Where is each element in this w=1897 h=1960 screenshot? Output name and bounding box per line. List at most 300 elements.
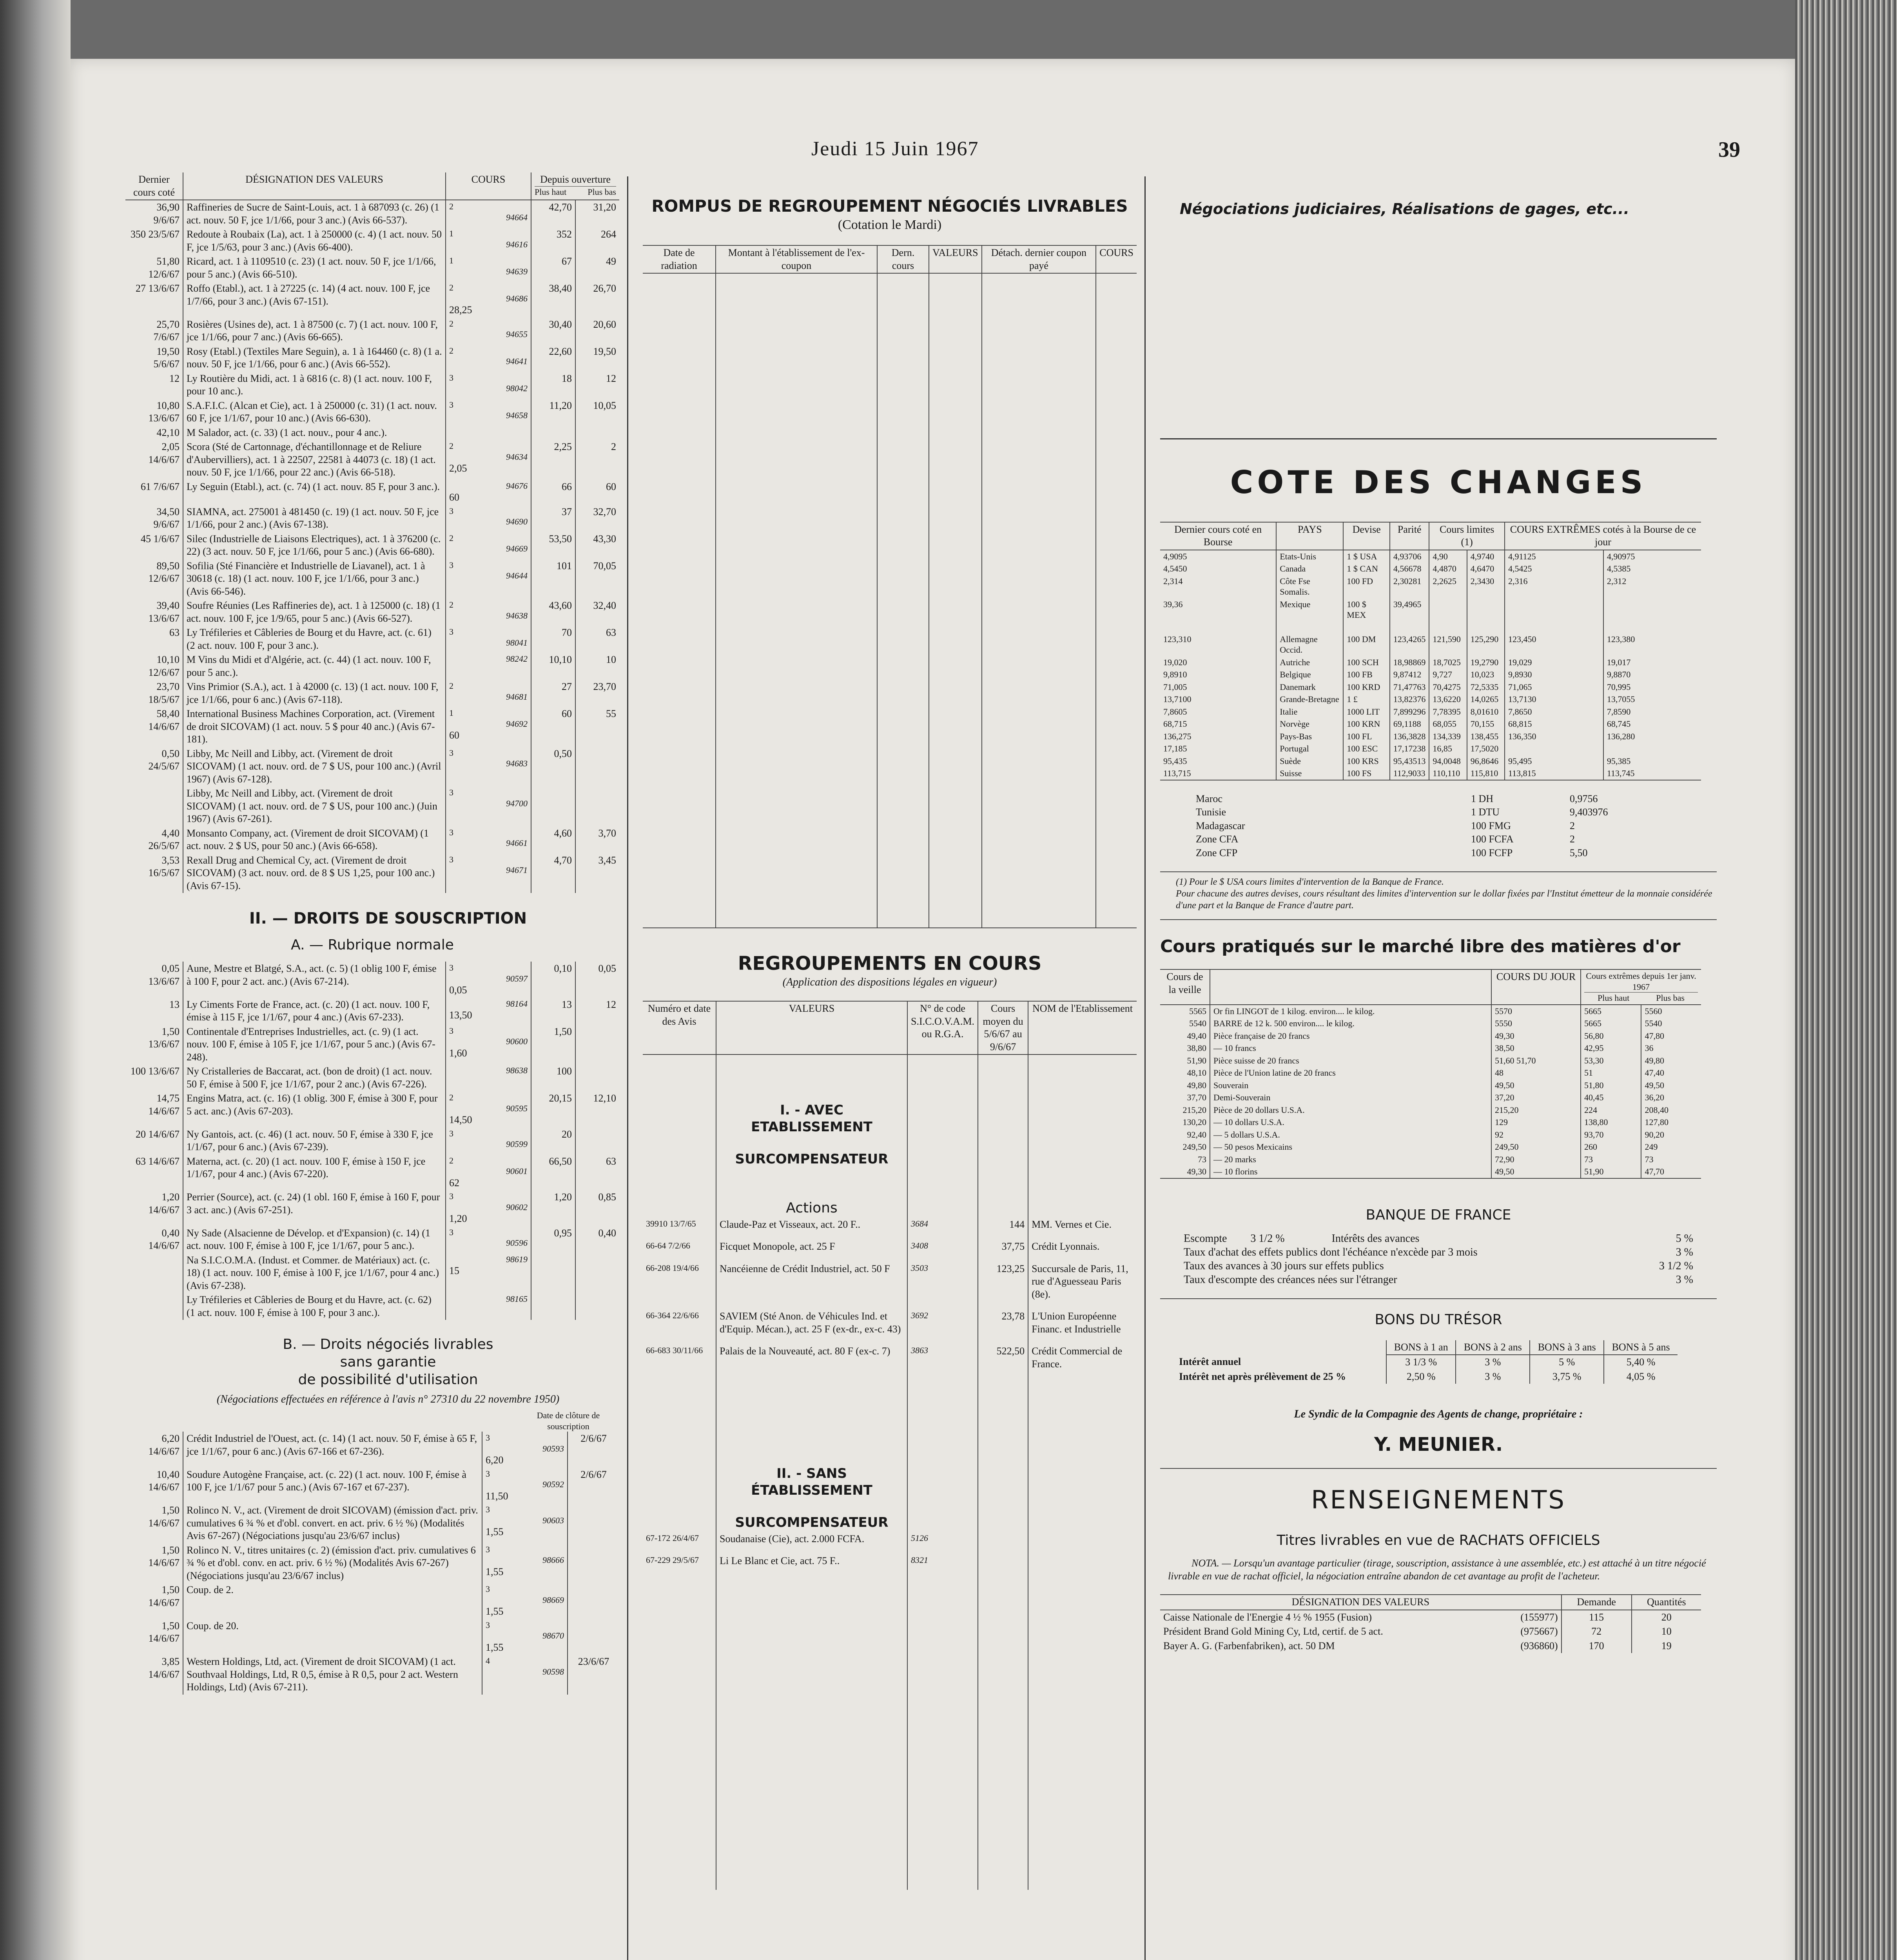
table-row [1176, 1355, 1678, 1370]
cours-code: 94692 [506, 719, 528, 729]
table-row [1160, 681, 1701, 693]
plus-haut: 4,70 [531, 853, 575, 893]
cours-cell [446, 853, 531, 893]
plus-bas [575, 1293, 619, 1320]
cours-a: 1 [449, 708, 453, 718]
changes-table [1160, 522, 1701, 780]
dernier-cours: 51,80 12/6/67 [148, 256, 180, 280]
cours-value: 1,60 [449, 1047, 467, 1059]
cours-value: 62 [449, 1177, 459, 1189]
cours-code: 90598 [542, 1666, 564, 1677]
table-row [1160, 1042, 1701, 1054]
changes-devise: 100 FB [1343, 668, 1389, 681]
table-row [125, 281, 619, 318]
banque-label: Taux des avances à 30 jours sur effets publics [1184, 1259, 1384, 1272]
plus-bas: 3,45 [575, 853, 619, 893]
other-pays: Zone CFA [1196, 833, 1239, 845]
avis: 66-208 19/4/66 [646, 1263, 699, 1273]
changes-parite: 112,9033 [1390, 767, 1429, 780]
cours-code: 94661 [506, 838, 528, 848]
or-label: — 20 marks [1210, 1153, 1491, 1166]
spacer-row [643, 1546, 1137, 1554]
plus-bas: 63 [575, 1154, 619, 1191]
cours-code: 98242 [506, 654, 528, 664]
changes-e1: 7,8650 [1505, 706, 1603, 718]
table-row [125, 345, 619, 372]
or-col-plus-bas: Plus bas [1656, 993, 1685, 1003]
or-col-extremes [1581, 969, 1701, 1005]
table-row [1160, 656, 1701, 669]
or-bas: 5560 [1641, 1005, 1701, 1018]
or-bas: 90,20 [1641, 1129, 1701, 1141]
cours-cell [446, 1226, 531, 1253]
cours-code: 90599 [506, 1139, 528, 1149]
or-haut: 53,30 [1581, 1054, 1641, 1067]
table-row [1160, 1624, 1701, 1639]
plus-haut: 1,20 [531, 1190, 575, 1226]
plus-bas [575, 1025, 619, 1065]
changes-e2: 113,745 [1603, 767, 1701, 780]
cours-cell [446, 1293, 531, 1320]
cours-value: 1,55 [485, 1606, 504, 1617]
changes-l1: 4,4870 [1429, 563, 1467, 575]
changes-col: Parité [1390, 522, 1429, 550]
table-row [1195, 792, 1666, 806]
cours-a: 3 [449, 854, 453, 864]
rens-demande: 72 [1561, 1624, 1632, 1639]
or-label: Or fin LINGOT de 1 kilog. environ.... le kilog. [1210, 1005, 1491, 1018]
changes-parite: 18,98869 [1390, 656, 1429, 669]
table-row [1160, 1610, 1701, 1625]
plus-bas: 32,70 [575, 505, 619, 532]
bons-value: 5 % [1530, 1355, 1604, 1370]
spacer-cell [978, 1232, 1028, 1240]
code: 8321 [907, 1554, 978, 1568]
cours-value: 6,20 [485, 1454, 504, 1466]
cours-cell [446, 707, 531, 747]
changes-devise: 1 £ [1343, 693, 1389, 706]
cours-cell [446, 1154, 531, 1191]
table-row [643, 1218, 1137, 1232]
bons-value: 3 % [1456, 1355, 1530, 1370]
rens-title: RENSEIGNEMENTS [1311, 1486, 1566, 1515]
dernier-cours: 20 14/6/67 [136, 1128, 180, 1140]
cours-cell [446, 1127, 531, 1154]
dernier-cours: 3,85 14/6/67 [148, 1656, 180, 1680]
table-row [1160, 668, 1701, 681]
changes-devise: 100 FD [1343, 575, 1389, 598]
changes-e2: 4,5385 [1603, 563, 1701, 575]
or-label: Pièce française de 20 francs [1210, 1030, 1491, 1042]
changes-l1 [1429, 598, 1467, 621]
banque-line-left [1184, 1273, 1397, 1287]
dernier-cours: 350 23/5/67 [131, 229, 180, 240]
spacer-cell [1028, 1371, 1137, 1379]
cours-cell [446, 1091, 531, 1127]
changes-l1: 134,339 [1429, 730, 1467, 743]
changes-parite: 71,47763 [1390, 681, 1429, 693]
plus-bas [575, 426, 619, 440]
changes-l1: 121,590 [1429, 633, 1467, 656]
or-veille: 130,20 [1182, 1117, 1206, 1127]
plus-haut: 66,50 [531, 1154, 575, 1191]
other-pays: Maroc [1196, 793, 1222, 804]
cours-a: 3 [485, 1433, 490, 1443]
bons-title: BONS DU TRÉSOR [1375, 1311, 1502, 1328]
changes-parite: 7,899296 [1390, 706, 1429, 718]
plus-bas: 12 [575, 372, 619, 399]
changes-pays: Portugal [1276, 742, 1343, 755]
bons-value: 3 1/3 % [1386, 1355, 1456, 1370]
valeur: Nancéienne de Crédit Industriel, act. 50 F [716, 1262, 907, 1302]
changes-e1 [1505, 742, 1603, 755]
valeur-designation: Soudure Autogène Française, act. (c. 22) (1 act. nouv. 100 F, émise à 100 F, jce 1/1/67 pour 5 anc.) (Avis 67-167 et 67-237). [183, 1468, 482, 1504]
changes-e1: 68,815 [1505, 718, 1603, 730]
or-jour: 5570 [1491, 1005, 1581, 1018]
table-row [125, 653, 619, 680]
cours-code: 94669 [506, 544, 528, 554]
or-haut: 40,45 [1581, 1091, 1641, 1104]
plus-bas [575, 786, 619, 826]
plus-bas [575, 747, 619, 787]
bons-label: Intérêt net après prélèvement de 25 % [1179, 1370, 1346, 1382]
cours-a: 2 [449, 600, 453, 610]
or-bas: 47,80 [1641, 1030, 1701, 1042]
changes-dernier: 123,310 [1163, 634, 1192, 644]
avis: 39910 13/7/65 [646, 1218, 696, 1229]
changes-pays: Côte Fse Somalis. [1276, 575, 1343, 598]
or-haut: 5665 [1581, 1005, 1641, 1018]
banque-line [1184, 1245, 1693, 1259]
plus-haut: 0,95 [531, 1226, 575, 1253]
table-row [1160, 742, 1701, 755]
other-pays: Zone CFP [1196, 847, 1238, 858]
column-rule [1144, 176, 1146, 1960]
section-b-title-2: sans garantie [340, 1354, 436, 1370]
changes-dernier: 68,715 [1163, 719, 1187, 729]
cours-a: 3 [485, 1504, 490, 1514]
col-depuis-label: Depuis ouverture [540, 174, 611, 185]
changes-dernier: 95,435 [1163, 756, 1187, 766]
etablissement: MM. Vernes et Cie. [1028, 1218, 1137, 1232]
rens-designation [1160, 1610, 1561, 1625]
cours-cell [446, 345, 531, 372]
changes-devise: 100 $ MEX [1343, 598, 1389, 621]
spacer-cell [978, 1568, 1028, 1576]
banque-label: Taux d'escompte des créances nées sur l'étranger [1184, 1273, 1397, 1286]
col-plus-haut: Plus haut [535, 187, 567, 197]
rens-subtitle: Titres livrables en vue de RACHATS OFFICIELS [1277, 1532, 1600, 1548]
cours-code: 98042 [506, 383, 528, 393]
changes-dernier: 9,8910 [1163, 670, 1187, 679]
plus-bas: 70,05 [575, 559, 619, 599]
valeur-designation: Ly Seguin (Etabl.), act. (c. 74) (1 act. nouv. 85 F, pour 3 anc.). [183, 480, 446, 505]
changes-dernier: 39,36 [1163, 599, 1183, 609]
cours-a: 2 [449, 318, 453, 328]
changes-devise: 100 KRS [1343, 755, 1389, 768]
table-row [1195, 846, 1666, 860]
valeur: Claude-Paz et Visseaux, act. 20 F.. [716, 1218, 907, 1232]
date-cloture: 23/6/67 [568, 1655, 619, 1695]
banque-line-left [1184, 1259, 1384, 1273]
code: 3684 [907, 1218, 978, 1232]
cours-a: 3 [485, 1468, 490, 1479]
table-row [125, 1468, 619, 1504]
or-veille: 51,90 [1187, 1055, 1206, 1065]
regroup-title: REGROUPEMENTS EN COURS [738, 953, 1042, 975]
spacer-row [643, 1371, 1137, 1379]
changes-e1: 13,7130 [1505, 693, 1603, 706]
spacer-cell [1028, 1568, 1137, 1576]
table-row [1160, 755, 1701, 768]
spacer-row [643, 1301, 1137, 1309]
dernier-cours: 10,10 12/6/67 [148, 654, 180, 678]
table-row [1160, 1030, 1701, 1042]
or-label: Pièce de 20 dollars U.S.A. [1210, 1104, 1491, 1116]
table-row [125, 200, 619, 227]
bons-value: 4,05 % [1604, 1370, 1678, 1384]
cours-code: 98669 [542, 1595, 564, 1605]
etablissement [1028, 1554, 1137, 1568]
cours-cell [446, 254, 531, 281]
spacer-cell [907, 1546, 978, 1554]
plus-bas: 63 [575, 626, 619, 653]
changes-devise: 100 FL [1343, 730, 1389, 743]
valeur-designation: Soufre Réunies (Les Raffineries de), act. 1 à 125000 (c. 18) (1 act. nouv. 100 F, jce 1/9/65, pour 5 anc.) (Avis 66-527). [183, 599, 446, 626]
changes-e1: 4,5425 [1505, 563, 1603, 575]
cours-cell [482, 1432, 568, 1468]
changes-e2: 9,8870 [1603, 668, 1701, 681]
etablissement [1028, 1532, 1137, 1546]
table-row [125, 318, 619, 345]
changes-l2: 14,0265 [1467, 693, 1505, 706]
or-jour: 215,20 [1491, 1104, 1581, 1116]
table-row [125, 786, 619, 826]
regroup-col: Cours moyen du 5/6/67 au 9/6/67 [978, 1001, 1028, 1054]
or-veille: 92,40 [1187, 1129, 1206, 1140]
changes-l2: 125,290 [1467, 633, 1505, 656]
cours-code: 94658 [506, 410, 528, 420]
cours-cell [446, 399, 531, 426]
rens-demande: 170 [1561, 1639, 1632, 1653]
or-jour: 48 [1491, 1067, 1581, 1079]
table-row [643, 1262, 1137, 1302]
cours-value: 2,05 [449, 463, 467, 474]
dernier-cours: 39,40 13/6/67 [148, 600, 180, 624]
col-depuis [531, 172, 619, 200]
cours-code: 94683 [506, 759, 528, 768]
plus-bas: 0,85 [575, 1190, 619, 1226]
rens-demande: 115 [1561, 1610, 1632, 1625]
changes-l1: 7,78395 [1429, 706, 1467, 718]
other-pays: Tunisie [1196, 806, 1226, 818]
or-jour: 38,50 [1491, 1042, 1581, 1054]
plus-haut: 11,20 [531, 399, 575, 426]
dernier-cours [125, 1293, 183, 1320]
plus-bas: 20,60 [575, 318, 619, 345]
regroup-col: NOM de l'Etablissement [1028, 1001, 1137, 1054]
cours-a: 1 [449, 256, 453, 265]
section-a-title: A. — Rubrique normale [291, 937, 454, 953]
spacer-cell [643, 1546, 716, 1554]
droits-b-table [125, 1432, 619, 1695]
plus-bas [575, 1127, 619, 1154]
rompus-col: COURS [1096, 245, 1137, 273]
changes-e2: 13,7055 [1603, 693, 1701, 706]
changes-dernier: 17,185 [1163, 744, 1187, 753]
dernier-cours: 45 1/6/67 [141, 533, 180, 544]
other-devise: 100 FMG [1471, 820, 1511, 831]
changes-dernier: 13,7100 [1163, 694, 1192, 704]
or-veille: 5565 [1189, 1006, 1206, 1016]
spacer-cell [978, 1371, 1028, 1379]
table-row [1176, 1370, 1678, 1384]
plus-bas: 264 [575, 227, 619, 254]
valeur: Li Le Blanc et Cie, act. 75 F.. [716, 1554, 907, 1568]
or-title: Cours pratiqués sur le marché libre des matières d'or [1160, 936, 1681, 956]
changes-e2: 7,8590 [1603, 706, 1701, 718]
valeurs-table [125, 172, 619, 893]
dernier-cours: 12 [169, 372, 180, 384]
etablissement: Crédit Lyonnais. [1028, 1240, 1137, 1254]
table-row [125, 1543, 619, 1583]
dernier-cours: 19,50 5/6/67 [153, 345, 180, 370]
table-row [125, 532, 619, 559]
changes-e1: 9,8930 [1505, 668, 1603, 681]
table-row [1160, 1079, 1701, 1092]
valeur-designation: Coup. de 20. [183, 1619, 482, 1655]
dernier-cours: 2,05 14/6/67 [148, 441, 180, 465]
or-haut: 260 [1581, 1141, 1641, 1153]
changes-pays: Italie [1276, 706, 1343, 718]
plus-haut: 27 [531, 680, 575, 707]
dernier-cours: 63 [169, 627, 180, 638]
dernier-cours: 10,40 14/6/67 [148, 1468, 180, 1493]
changes-dernier: 71,005 [1163, 682, 1187, 692]
right-column [1160, 176, 1717, 1653]
rompus-col: VALEURS [929, 245, 982, 273]
valeur-designation: International Business Machines Corporation, act. (Virement de droit SICOVAM) (1 act. nouv. 5 $ pour 40 anc.) (Avis 67-181). [183, 707, 446, 747]
or-veille: 215,20 [1182, 1105, 1206, 1115]
changes-e2: 4,90975 [1603, 550, 1701, 563]
cours-value: 60 [449, 730, 459, 741]
table-row [125, 399, 619, 426]
changes-note-1: (1) Pour le $ USA cours limites d'intervention de la Banque de France. [1176, 877, 1444, 887]
avis: 66-64 7/2/66 [646, 1241, 691, 1250]
cours-value: 0,05 [449, 984, 467, 996]
changes-l1: 13,6220 [1429, 693, 1467, 706]
table-row [1160, 706, 1701, 718]
sec2-title-2: SURCOMPENSATEUR [735, 1515, 889, 1530]
changes-l1: 68,055 [1429, 718, 1467, 730]
cours-code: 98638 [506, 1065, 528, 1075]
or-haut: 5665 [1581, 1017, 1641, 1030]
valeur-designation: M Vins du Midi et d'Algérie, act. (c. 44) (1 act. nouv. 100 F, pour 5 anc.). [183, 653, 446, 680]
changes-l1: 2,2625 [1429, 575, 1467, 598]
cours-cell [446, 440, 531, 480]
valeur-designation: Rosy (Etabl.) (Textiles Mare Seguin), a. 1 à 164460 (c. 8) (1 a. nouv. 50 F, jce 1/1/66, pour 6 anc.) (Avis 66-552). [183, 345, 446, 372]
dernier-cours: 58,40 14/6/67 [148, 708, 180, 732]
cours-a: 3 [449, 1191, 453, 1201]
dernier-cours: 61 7/6/67 [141, 481, 180, 492]
cours-code: 94700 [506, 798, 528, 808]
or-jour: 129 [1491, 1116, 1581, 1129]
rens-table [1160, 1594, 1701, 1653]
banque-title: BANQUE DE FRANCE [1366, 1207, 1511, 1223]
other-devise: 1 DH [1471, 793, 1494, 804]
banque-line [1184, 1273, 1693, 1287]
or-haut: 42,95 [1581, 1042, 1641, 1054]
table-row [125, 680, 619, 707]
cours-cell [446, 998, 531, 1025]
banque-v1: 3 1/2 % [1250, 1232, 1285, 1245]
valeur-designation: Rosières (Usines de), act. 1 à 87500 (c. 7) (1 act. nouv. 100 F, jce 1/1/66, pour 7 anc.) (Avis 66-665). [183, 318, 446, 345]
plus-haut: 20,15 [531, 1091, 575, 1127]
spacer-row [643, 1336, 1137, 1344]
table-row [1160, 1054, 1701, 1067]
changes-parite: 17,17238 [1390, 742, 1429, 755]
cours-cell [446, 1253, 531, 1293]
plus-bas: 49 [575, 254, 619, 281]
valeur-designation: Ricard, act. 1 à 1109510 (c. 23) (1 act. nouv. 50 F, jce 1/1/66, pour 5 anc.) (Avis 66-510). [183, 254, 446, 281]
plus-bas: 32,40 [575, 599, 619, 626]
valeur-designation: Perrier (Source), act. (c. 24) (1 obl. 160 F, émise à 160 F, pour 3 act. anc.) (Avis 67-251). [183, 1190, 446, 1226]
col-plus-bas: Plus bas [588, 187, 616, 197]
cours-a: 3 [449, 788, 453, 797]
cours-a: 3 [449, 1128, 453, 1138]
rompus-table [643, 245, 1137, 928]
banque-line-left [1184, 1245, 1478, 1259]
plus-haut: 4,60 [531, 826, 575, 853]
changes-devise: 1000 LIT [1343, 706, 1389, 718]
cours-a: 3 [449, 560, 453, 570]
cours-code: 94681 [506, 691, 528, 702]
changes-pays: Pays-Bas [1276, 730, 1343, 743]
regroup-col: Numéro et date des Avis [643, 1001, 716, 1054]
plus-haut: 1,50 [531, 1025, 575, 1065]
plus-haut: 42,70 [531, 200, 575, 227]
syndic-line: Le Syndic de la Compagnie des Agents de change, propriétaire : [1294, 1408, 1583, 1420]
banque-label: Taux d'achat des effets publics dont l'échéance n'excède par 3 mois [1184, 1246, 1478, 1258]
table-row [1160, 1153, 1701, 1166]
sec2-title-1: II. - SANS ÉTABLISSEMENT [751, 1466, 872, 1498]
bons-col: BONS à 5 ans [1604, 1340, 1678, 1355]
other-devise: 1 DTU [1471, 806, 1500, 818]
dernier-cours: 100 13/6/67 [131, 1065, 180, 1077]
cours-cell [446, 227, 531, 254]
cours-value: 60 [449, 492, 459, 503]
changes-l1: 18,7025 [1429, 656, 1467, 669]
cours-cell [482, 1583, 568, 1619]
changes-note-2: Pour chacune des autres devises, cours résultant des limites d'intervention sur le dollar fixées par l'Institut émetteur de la monnaie considérée d'une part et la Banque de France d'autre part. [1176, 889, 1712, 911]
plus-haut: 22,60 [531, 345, 575, 372]
valeur-designation: Western Holdings, Ltd, act. (Virement de droit SICOVAM) (1 act. Southvaal Holdings, Ltd, R 0,5, émise à R 0,5, pour 2 act. Western Holdings, Ltd) (Avis 67-211). [183, 1655, 482, 1695]
rens-quantite: 19 [1632, 1639, 1701, 1653]
cours-moyen: 37,75 [978, 1240, 1028, 1254]
rens-code: (155977) [1520, 1611, 1558, 1623]
table-row [125, 1619, 619, 1655]
plus-haut: 38,40 [531, 281, 575, 318]
changes-pays: Canada [1276, 563, 1343, 575]
valeur-designation: Ly Routière du Midi, act. 1 à 6816 (c. 8) (1 act. nouv. 100 F, pour 10 anc.). [183, 372, 446, 399]
dernier-cours: 10,80 13/6/67 [148, 399, 180, 424]
cours-a: 2 [449, 1155, 453, 1165]
rens-code: (975667) [1520, 1626, 1558, 1637]
changes-pays: Suisse [1276, 767, 1343, 780]
other-devise: 100 FCFA [1471, 833, 1514, 845]
other-devise: 100 FCFP [1471, 847, 1513, 858]
changes-parite: 4,56678 [1390, 563, 1429, 575]
